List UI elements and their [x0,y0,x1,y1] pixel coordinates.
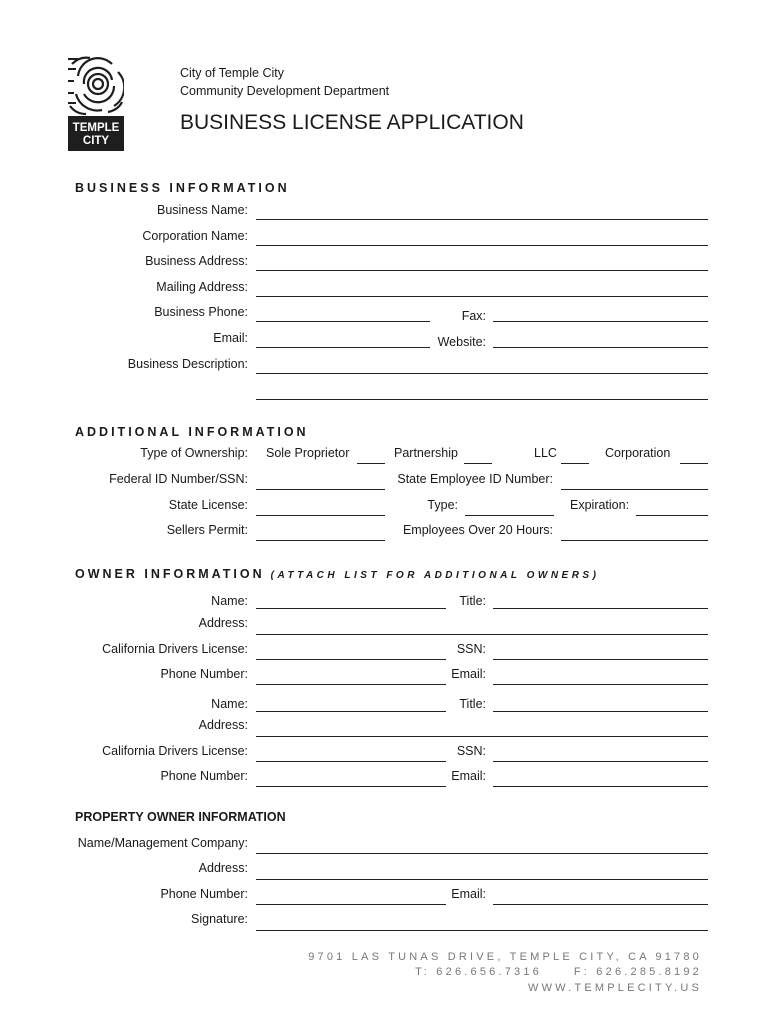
business-phone-field[interactable] [256,321,430,322]
option-partnership-field[interactable] [464,463,492,464]
state-license-label: State License: [168,498,248,512]
page-title: BUSINESS LICENSE APPLICATION [180,111,524,134]
section-property-heading: PROPERTY OWNER INFORMATION [75,810,286,824]
email-label: Email: [213,331,248,345]
footer-address: 9701 LAS TUNAS DRIVE, TEMPLE CITY, CA 91780 [308,951,702,963]
option-llc-field[interactable] [561,463,589,464]
signature-field[interactable] [256,930,708,931]
state-license-field[interactable] [256,515,385,516]
owner2-name-field[interactable] [256,711,446,712]
owner2-email-label: Email: [451,769,486,783]
fax-label: Fax: [461,309,486,323]
owner1-title-label: Title: [459,594,486,608]
mailing-address-field[interactable] [256,296,708,297]
section-business-heading: BUSINESS INFORMATION [75,181,290,195]
fax-field[interactable] [493,321,708,322]
federal-id-field[interactable] [256,489,385,490]
option-partnership-label: Partnership [394,446,458,460]
employees-over-20-field[interactable] [561,540,708,541]
state-employee-id-field[interactable] [561,489,708,490]
federal-id-label: Federal ID Number/SSN: [109,472,248,486]
ownership-type-label: Type of Ownership: [140,446,248,460]
owner1-address-field[interactable] [256,634,708,635]
property-address-label: Address: [198,861,248,875]
property-company-field[interactable] [256,853,708,854]
property-address-field[interactable] [256,879,708,880]
option-sole-proprietor-field[interactable] [357,463,385,464]
corporation-name-label: Corporation Name: [142,229,248,243]
org-name: City of Temple City [180,66,284,80]
owner1-ssn-field[interactable] [493,659,708,660]
department-name: Community Development Department [180,84,390,98]
owner2-title-field[interactable] [493,711,708,712]
owner1-email-label: Email: [451,667,486,681]
business-description-field-1[interactable] [256,373,708,374]
owner1-ssn-label: SSN: [456,642,486,656]
logo-word-temple: TEMPLE [72,122,120,134]
property-phone-field[interactable] [256,904,446,905]
business-name-label: Business Name: [156,203,248,217]
footer-website[interactable]: WWW.TEMPLECITY.US [528,982,702,994]
corporation-name-field[interactable] [256,245,708,246]
footer-phone: T: 626.656.7316 [415,966,542,978]
owner2-ssn-field[interactable] [493,761,708,762]
owner1-address-label: Address: [198,616,248,630]
business-address-field[interactable] [256,270,708,271]
type-label: Type: [427,498,458,512]
logo-word-city: CITY [82,135,110,147]
option-sole-proprietor-label: Sole Proprietor [266,446,350,460]
website-label: Website: [437,335,486,349]
section-owner-heading [75,567,599,581]
option-corporation-field[interactable] [680,463,708,464]
business-description-field-2[interactable] [256,399,708,400]
owner1-name-label: Name: [211,594,248,608]
owner2-drivers-license-field[interactable] [256,761,446,762]
owner2-title-label: Title: [459,697,486,711]
expiration-field[interactable] [636,515,708,516]
employees-over-20-label: Employees Over 20 Hours: [402,523,553,537]
option-llc-label: LLC [534,446,557,460]
footer-fax: F: 626.285.8192 [573,966,702,978]
business-phone-label: Business Phone: [154,305,248,319]
property-email-label: Email: [451,887,486,901]
rose-icon [68,54,124,116]
owner1-phone-field[interactable] [256,684,446,685]
owner1-name-field[interactable] [256,608,446,609]
owner2-email-field[interactable] [493,786,708,787]
business-name-field[interactable] [256,219,708,220]
owner1-drivers-license-label: California Drivers License: [102,642,248,656]
expiration-label: Expiration: [570,498,630,512]
section-additional-heading: ADDITIONAL INFORMATION [75,425,309,439]
email-field[interactable] [256,347,430,348]
state-employee-id-label: State Employee ID Number: [397,472,553,486]
owner1-email-field[interactable] [493,684,708,685]
owner-heading-note: (ATTACH LIST FOR ADDITIONAL OWNERS) [270,570,600,581]
owner2-name-label: Name: [211,697,248,711]
option-corporation-label: Corporation [605,446,671,460]
type-field[interactable] [465,515,554,516]
business-description-label: Business Description: [127,357,248,371]
owner2-address-label: Address: [198,718,248,732]
owner2-ssn-label: SSN: [456,744,486,758]
owner2-phone-label: Phone Number: [160,769,248,783]
owner2-phone-field[interactable] [256,786,446,787]
property-phone-label: Phone Number: [160,887,248,901]
owner1-drivers-license-field[interactable] [256,659,446,660]
city-logo [68,54,124,151]
signature-label: Signature: [191,912,248,926]
sellers-permit-label: Sellers Permit: [166,523,248,537]
sellers-permit-field[interactable] [256,540,385,541]
owner2-address-field[interactable] [256,736,708,737]
property-email-field[interactable] [493,904,708,905]
owner1-phone-label: Phone Number: [160,667,248,681]
mailing-address-label: Mailing Address: [156,280,248,294]
business-address-label: Business Address: [145,254,248,268]
owner2-drivers-license-label: California Drivers License: [102,744,248,758]
owner-heading-text: OWNER INFORMATION [75,567,265,581]
owner1-title-field[interactable] [493,608,708,609]
website-field[interactable] [493,347,708,348]
property-company-label: Name/Management Company: [77,836,248,850]
